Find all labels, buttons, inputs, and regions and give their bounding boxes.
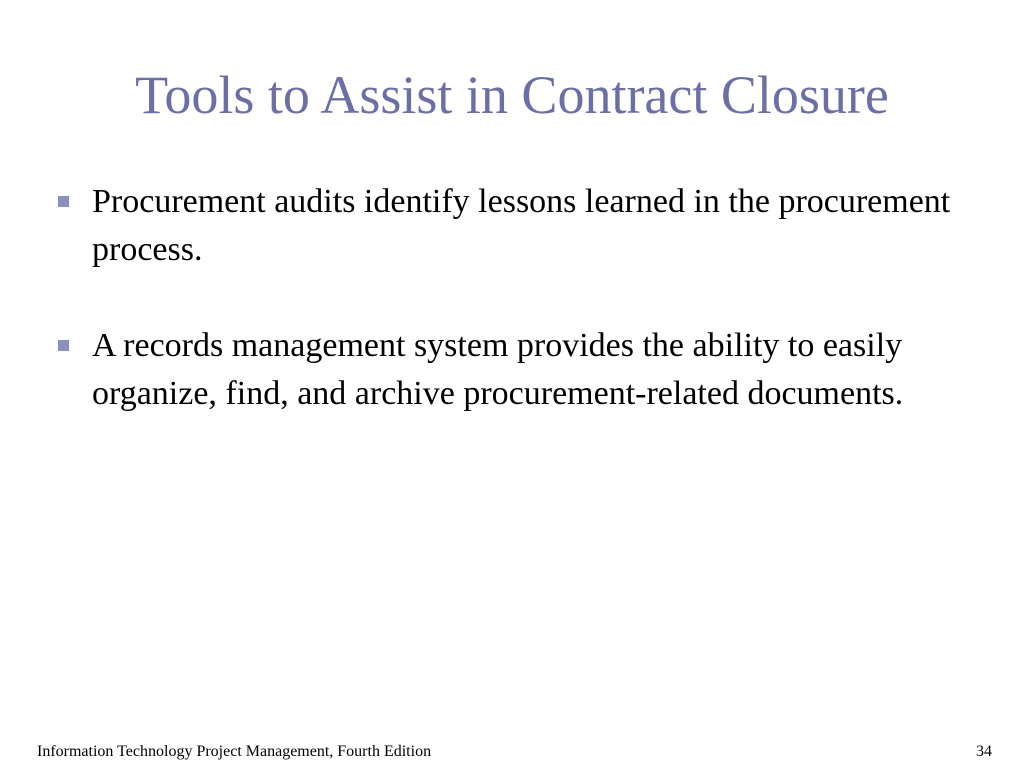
bullet-text: A records management system provides the ability to easily organize, find, and archive procurement-related documents. <box>92 327 904 412</box>
square-bullet-icon <box>58 196 69 207</box>
page-number: 34 <box>976 743 992 760</box>
slide-title: Tools to Assist in Contract Closure <box>135 65 889 125</box>
bullet-item <box>55 178 975 274</box>
bullet-text: Procurement audits identify lessons learned in the procurement process. <box>92 183 951 268</box>
bullet-item <box>55 322 975 418</box>
footer-text: Information Technology Project Management, Fourth Edition <box>37 743 432 760</box>
square-bullet-icon <box>58 340 69 351</box>
bullet-list <box>55 178 975 418</box>
